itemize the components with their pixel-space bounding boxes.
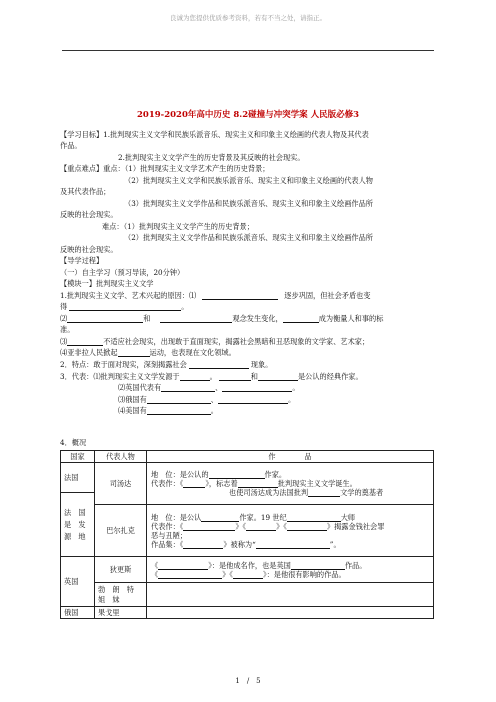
q3-line-3 [118, 395, 295, 404]
cell-text: 》：是他很有影响的作品。 [262, 569, 346, 579]
blank[interactable] [283, 314, 319, 323]
q2-line [60, 360, 272, 369]
q1-text: 观念发生变化， [232, 314, 283, 323]
difficulty-1: （1）批判现实主义文学产生的历史背景； [123, 222, 254, 231]
cell-text: 》《 [276, 521, 287, 531]
blank[interactable] [147, 395, 211, 404]
cell-gogol-works [147, 607, 434, 619]
cell-stendhal-works [147, 463, 434, 505]
cell-text: 》被称为“ [223, 539, 256, 549]
key-points-label: 重点： [103, 164, 125, 173]
blank[interactable] [147, 406, 211, 415]
key-point-1: （1）批判现实主义文学艺术产生的历史背景； [124, 164, 270, 173]
dickens-work-2 [151, 570, 430, 579]
blank[interactable] [202, 291, 278, 300]
blank[interactable] [67, 337, 103, 346]
q1-text: 1.批判现实主义文学、艺术兴起的原因：⑴ [60, 291, 197, 300]
cell-england: 英国 [61, 557, 95, 607]
q1-text: 不适应社会现实，出现敢于直面现实，揭露社会黑暗和丑恶现象的文学家、艺术家； [103, 337, 370, 346]
focus-label: 【重点难点】 [60, 164, 104, 173]
q3-text: 。 [210, 406, 218, 415]
blank[interactable] [160, 314, 232, 323]
q4-heading: 4．概况 [60, 438, 87, 447]
cell-text: 《 [151, 569, 159, 579]
blank[interactable] [183, 522, 235, 531]
q1-text: 和 [143, 314, 151, 323]
blank[interactable] [287, 522, 327, 531]
blank[interactable] [246, 522, 276, 531]
table-row [61, 557, 434, 583]
header-rule [62, 50, 434, 51]
blank[interactable] [183, 479, 205, 488]
cell-text: 大师 [340, 512, 356, 522]
cell-text: ”。 [329, 539, 341, 549]
cell-france-origin: 法 国 是 发 源 地 [61, 493, 95, 557]
cell-text: 代表作：《 [151, 521, 184, 531]
q1-text: 运动，也表现在文化领域。 [149, 348, 236, 357]
goals-line-1 [60, 130, 369, 139]
blank[interactable] [256, 540, 330, 549]
blank[interactable] [183, 540, 223, 549]
cell-text: 》揭露金钱社会罪 [326, 521, 385, 531]
blank[interactable] [258, 372, 298, 381]
stendhal-status [151, 470, 430, 479]
q1-text: ⑵ [60, 314, 68, 323]
blank[interactable] [158, 561, 208, 570]
q1-line-4: 准。 [60, 325, 75, 334]
blank[interactable] [233, 570, 263, 579]
blank[interactable] [287, 513, 341, 522]
q2-text: 现象。 [250, 360, 273, 369]
q3-text: 是公认的经典作家。 [297, 372, 363, 381]
cell-russia: 俄国 [61, 607, 95, 619]
cell-text: 地 位：是公认 [151, 512, 202, 522]
cell-balzac-works [147, 505, 434, 557]
blank[interactable] [189, 360, 249, 369]
q3-text: 。 [287, 395, 296, 404]
q3-text: ⑵英国代表有 [118, 383, 162, 392]
q2-text: 2．特点：敢于面对现实，深刻揭露社会 [60, 360, 187, 369]
cell-bronte: 勃 朗 特 姐 妹 [95, 583, 147, 607]
goal-1: 1.批判现实主义文学和民族乐派音乐、现实主义和印象主义绘画的代表人物及其代表 [103, 130, 369, 139]
blank[interactable] [308, 488, 340, 497]
module-heading: 【模块一】批判现实主义文学 [60, 279, 154, 288]
cell-stendhal: 司汤达 [95, 463, 147, 505]
cell-text: 》，标志着 [205, 479, 238, 488]
blank[interactable] [67, 314, 143, 323]
q1-line-2 [60, 302, 188, 311]
q3-text: 和 [250, 372, 258, 381]
summary-table [60, 450, 434, 619]
q1-text: 。 [181, 302, 189, 311]
goal-1-cont: 作品。 [60, 141, 82, 150]
blank[interactable] [69, 302, 181, 311]
q3-text: 3．代表：⑴批判现实主义文学发源于 [60, 372, 180, 381]
table-row [61, 607, 434, 619]
cell-dickens-works [147, 557, 434, 583]
table-row [61, 463, 434, 493]
cell-text: 地 位：是公认的 [151, 470, 209, 479]
difficulty-2-cont: 反映的社会现实。 [60, 245, 118, 254]
blank[interactable] [238, 479, 278, 488]
focus-line-1 [60, 164, 269, 173]
header-person: 代表人物 [95, 451, 147, 463]
table-row [61, 505, 434, 557]
q3-text: 。 [292, 383, 300, 392]
difficulty-line-1 [102, 222, 254, 231]
q3-text: ⑶俄国有 [118, 395, 147, 404]
balzac-status [151, 513, 430, 522]
key-point-2: （2）批判现实主义文学和民族乐派音乐、现实主义和印象主义绘画的代表人物 [124, 176, 373, 185]
cell-dickens: 狄更斯 [95, 557, 147, 583]
blank[interactable] [201, 513, 239, 522]
watermark-text: 良诚为您提供优质参考资料，若有不当之处，请指正。 [170, 14, 326, 22]
cell-text: 文学的奠基者 [340, 488, 384, 497]
cell-text: 代表作：《 [151, 479, 184, 488]
key-point-3: （3）批判现实主义文学作品和民族乐派音乐、现实主义和印象主义绘画作品所 [124, 199, 373, 208]
header-works: 作 品 [147, 451, 434, 463]
cell-text: 作家。 [264, 470, 287, 479]
blank[interactable] [218, 395, 288, 404]
cell-text: 批判现实主义文学诞生。 [277, 479, 357, 488]
cell-text: 也使司汤达成为法国批判 [229, 488, 309, 497]
q1-text: 成为衡量人和事的标 [318, 314, 384, 323]
q1-text: ⑷亚非拉人民掀起 [60, 348, 118, 357]
q1-line-5 [60, 337, 369, 346]
cell-text: 《 [151, 560, 159, 570]
difficulty-2: （2）批判现实主义文学作品和民族乐派音乐、现实主义和印象主义绘画作品所 [124, 233, 373, 242]
goal-2: 2.批判现实主义文学产生的历史背景及其反映的社会现实。 [118, 153, 305, 162]
balzac-collection [151, 540, 430, 549]
balzac-works [151, 522, 430, 531]
blank[interactable] [219, 372, 251, 381]
q1-text: ⑶ [60, 337, 68, 346]
q3-text: 、 [215, 383, 223, 392]
blank[interactable] [291, 561, 345, 570]
table-header-row [61, 451, 434, 463]
cell-text: 作品。 [344, 560, 367, 570]
stendhal-founder [151, 488, 430, 497]
q3-text: ⑷美国有 [118, 406, 147, 415]
page-title: 2019-2020年高中历史 8.2碰撞与冲突学案 人民版必修3 [137, 110, 359, 120]
q1-line-3 [60, 314, 383, 323]
balzac-works-cont: 恶与丑陋； [151, 530, 187, 540]
blank[interactable] [180, 372, 210, 381]
blank[interactable] [209, 470, 265, 479]
table-row [61, 583, 434, 607]
cell-balzac: 巴尔扎克 [95, 505, 147, 557]
stendhal-works [151, 479, 430, 488]
key-point-2-cont: 及其代表作品； [60, 187, 111, 196]
q3-text: 、 [210, 395, 218, 404]
self-study-heading: （一）自主学习（预习导读，20分钟） [60, 268, 185, 277]
cell-text: 》《 [222, 569, 233, 579]
cell-text: 》：是他成名作，也是英国 [208, 560, 291, 570]
q1-line-6 [60, 348, 236, 357]
q1-line-1 [60, 291, 371, 300]
cell-text: 作品集：《 [151, 539, 184, 549]
goals-label: 【学习目标】 [60, 130, 104, 139]
q3-line-4 [118, 406, 218, 415]
q1-text: 得 [60, 302, 68, 311]
header-country: 国家 [61, 451, 95, 463]
q3-line-2 [118, 383, 300, 392]
blank[interactable] [222, 383, 292, 392]
cell-text: 》《 [235, 521, 247, 531]
difficulty-label: 难点： [102, 222, 124, 231]
q3-line-1 [60, 372, 363, 381]
cell-bronte-works [147, 583, 434, 607]
key-point-3-cont: 反映的社会现实。 [60, 210, 118, 219]
process-heading: 【导学过程】 [60, 256, 104, 265]
cell-text: 作家。19 世纪 [239, 512, 287, 522]
q1-text: 逐步巩固，但社会矛盾也变 [284, 291, 371, 300]
q3-text: 。 [209, 372, 217, 381]
blank[interactable] [118, 348, 150, 357]
cell-france: 法国 [61, 463, 95, 493]
dickens-work-1 [151, 561, 430, 570]
blank[interactable] [161, 383, 215, 392]
blank[interactable] [158, 570, 222, 579]
cell-gogol: 果戈里 [95, 607, 147, 619]
page-number: 1 / 5 [235, 677, 261, 685]
